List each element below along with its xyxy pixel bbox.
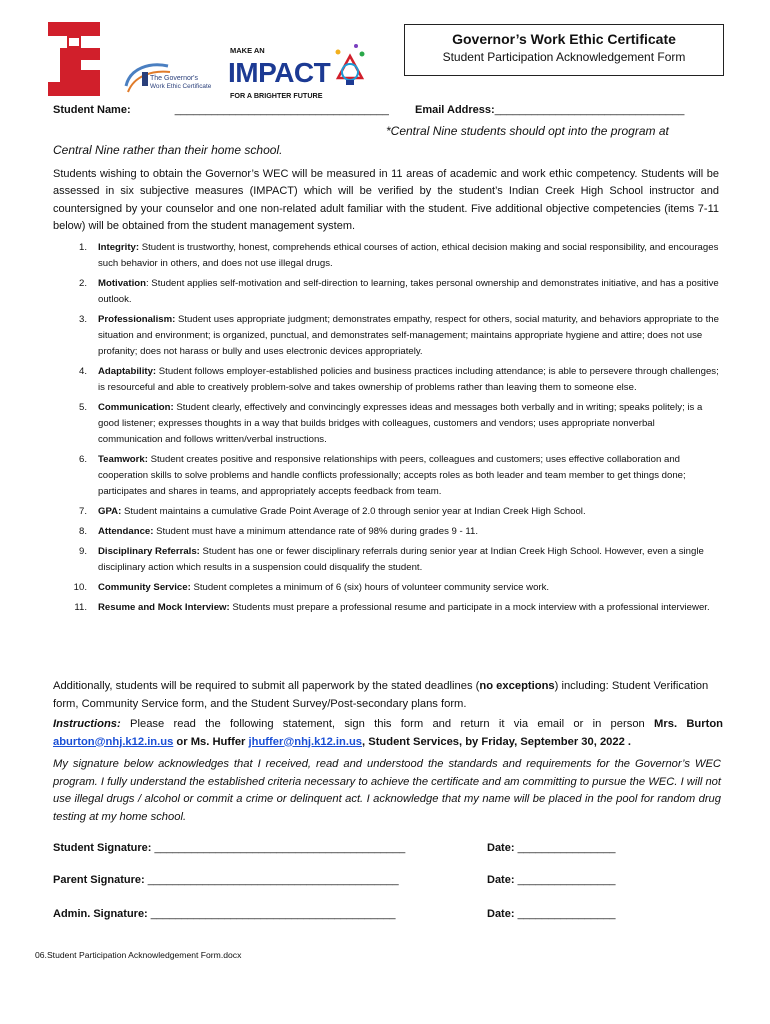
footer-filename: 06.Student Participation Acknowledgement Form.docx (35, 950, 242, 960)
student-fields-row (53, 104, 685, 116)
impact-bottom-text: FOR A BRIGHTER FUTURE (230, 91, 323, 100)
parent-signature-field[interactable]: _________________________________________ (147, 874, 399, 886)
criteria-body (98, 312, 719, 360)
criteria-number: 10. (73, 582, 87, 593)
criteria-text: Student maintains a cumulative Grade Point Average of 2.0 through senior year at Indian Creek High School. (121, 506, 586, 517)
criteria-text: Student creates positive and responsive relationships with peers, colleagues and customers; uses effective collaboration and cooperation skills to solve problems and handle conflicts professionally; accepts roles as both leader and team member to get things done; participates and shares in teams, and appropriately accepts feedback from team. (98, 454, 686, 497)
no-exceptions-text: no exceptions (479, 680, 555, 692)
criteria-text: Student clearly, effectively and convincingly expresses ideas and messages both verbally and in writing; speaks politely; is a good listener; expresses thoughts in a way that builds bridges with colleagues, customers and vendors; uses appropriate nonverbal communication and follows written/verbal instructions. (98, 402, 703, 445)
criteria-number: 9. (78, 546, 87, 557)
criteria-label: Professionalism: (98, 314, 176, 325)
criteria-body (98, 276, 719, 308)
burton-email-link[interactable]: aburton@nhj.k12.in.us (53, 735, 174, 748)
criteria-item (53, 400, 719, 448)
criteria-text: Student uses appropriate judgment; demonstrates empathy, respect for others, social maturity, and behaviors appropriate to the situation and environment; is organized, punctual, and demonstrates self-management; maintains appropriate hygiene and attire; does not use profanity; does not harass or bully and uses electronic devices appropriately. (98, 314, 719, 357)
criteria-label: Teamwork: (98, 454, 148, 465)
criteria-label: Disciplinary Referrals: (98, 546, 200, 557)
criteria-number: 3. (78, 314, 87, 325)
criteria-item (53, 312, 719, 360)
criteria-label: Resume and Mock Interview: (98, 602, 230, 613)
criteria-item (53, 240, 719, 272)
admin-date-field[interactable]: ________________ (517, 908, 616, 920)
admin-signature-field[interactable]: ________________________________________ (150, 908, 396, 920)
indian-creek-logo (46, 20, 102, 98)
criteria-text: Student follows employer-established policies and business practices including attendance; is able to persevere through challenges; is resourceful and able to creatively problem-solve and takes ownership of problems rather than leaving them to someone else. (98, 366, 719, 393)
criteria-item (53, 504, 719, 520)
criteria-label: Communication: (98, 402, 174, 413)
email-label: Email Address: (415, 104, 495, 116)
criteria-text: Student must have a minimum attendance rate of 98% during grades 9 - 11. (153, 526, 479, 537)
criteria-item (53, 580, 719, 596)
admin-date-row: Date: ________________ (487, 908, 616, 920)
governors-wec-logo (120, 58, 212, 102)
student-date-field[interactable]: ________________ (517, 842, 616, 854)
criteria-item (53, 276, 719, 308)
criteria-number: 8. (78, 526, 87, 537)
parent-date-row: Date: ________________ (487, 874, 616, 886)
criteria-body (98, 452, 719, 500)
criteria-number: 1. (78, 242, 87, 253)
intro-paragraph: Students wishing to obtain the Governor’s WEC will be measured in 11 areas of academic and work ethic competency. Students will be assessed in six subjective measures (IMPACT) which will be verified by the student’s Indian Creek High School instructor and countersigned by your counselor and one non-related adult familiar with the student. Five additional objective competencies (items 7-11 below) will be obtained from the student management system. (53, 168, 719, 232)
criteria-label: Attendance: (98, 526, 154, 537)
criteria-number: 4. (78, 366, 87, 377)
criteria-text: Student has one or fewer disciplinary referrals during senior year at Indian Creek High School. However, even a single disciplinary action which results in a suspension could disqualify the student. (98, 546, 704, 573)
criteria-number: 11. (74, 602, 87, 613)
criteria-text: Student completes a minimum of 6 (six) hours of volunteer community service work. (190, 582, 550, 593)
parent-signature-row: Parent Signature: _________________________________________ (53, 874, 399, 886)
criteria-label: Community Service: (98, 582, 191, 593)
criteria-number: 2. (78, 278, 87, 289)
instructions-paragraph: Instructions: Please read the following statement, sign this form and return it via email or in person Mrs. Burton aburton@nhj.k12.in.us or Ms. Huffer jhuffer@nhj.k12.in.us, Student Services, by Friday, September 30, 2022 . (53, 718, 723, 748)
criteria-item (53, 524, 719, 540)
contact1-name: Mrs. Burton (654, 718, 723, 730)
criteria-label: Integrity: (98, 242, 140, 253)
criteria-body (98, 504, 719, 520)
criteria-body (98, 524, 719, 540)
criteria-text: : Student applies self-motivation and self-direction to learning, takes personal ownership and demonstrates initiative, and has a positive outlook. (98, 278, 719, 305)
criteria-item (53, 452, 719, 500)
criteria-body (98, 580, 719, 596)
instructions-label: Instructions: (53, 718, 121, 730)
parent-date-field[interactable]: ________________ (517, 874, 616, 886)
criteria-number: 5. (78, 402, 87, 413)
criteria-body (98, 364, 719, 396)
central-nine-note-line1: *Central Nine students should opt into the program at (386, 124, 669, 138)
svg-text:Work Ethic Certificate: Work Ethic Certificate (150, 83, 212, 90)
impact-top-text: MAKE AN (230, 46, 265, 55)
student-name-field[interactable]: ___________________________________ (174, 104, 389, 116)
criteria-body (98, 544, 719, 576)
criteria-item (53, 364, 719, 396)
form-subtitle: Student Participation Acknowledgement Form (442, 50, 686, 64)
email-field[interactable]: _______________________________ (494, 104, 685, 116)
central-nine-note-line2: Central Nine rather than their home school. (53, 143, 283, 157)
criteria-label: Motivation (98, 278, 146, 289)
criteria-number: 6. (78, 454, 87, 465)
student-date-row: Date: ________________ (487, 842, 616, 854)
criteria-item (53, 544, 719, 576)
student-signature-field[interactable]: _________________________________________ (154, 842, 406, 854)
criteria-body (98, 600, 719, 616)
criteria-text: Students must prepare a professional resume and participate in a mock interview with a professional interviewer. (229, 602, 710, 613)
criteria-text: Student is trustworthy, honest, comprehends ethical courses of action, ethical decision making and social responsibility, and encourages such behavior in others, and does not use illegal drugs. (98, 242, 719, 269)
acknowledgement-statement: My signature below acknowledges that I received, read and understood the standards and requirements for the Governor’s WEC program. I fully understand the established criteria necessary to achieve the certificate and am committing to pursue the WEC. I will not use illegal drugs / alcohol or commit a crime or delinquent act. I acknowledge that my name will be placed in the pool for random drug testing at my home school. (53, 758, 721, 823)
huffer-email-link[interactable]: jhuffer@nhj.k12.in.us (248, 735, 363, 748)
criteria-label: GPA: (98, 506, 122, 517)
criteria-number: 7. (78, 506, 87, 517)
wec-logo-text: The Governor's (150, 75, 199, 82)
criteria-body (98, 400, 719, 448)
title-box (404, 24, 724, 76)
student-signature-row: Student Signature: _________________________________________ (53, 842, 406, 854)
additional-paragraph: Additionally, students will be required to submit all paperwork by the stated deadlines (no exceptions) including: Student Verification form, Community Service form, and the Student Survey/Post-secondary plans form. (53, 680, 709, 710)
student-name-label: Student Name: (53, 104, 131, 116)
criteria-item (53, 600, 719, 616)
form-title: Governor’s Work Ethic Certificate (452, 31, 676, 47)
admin-signature-row: Admin. Signature: ________________________________________ (53, 908, 396, 920)
make-an-impact-logo (228, 42, 368, 104)
impact-word: IMPACT (228, 57, 331, 88)
criteria-label: Adaptability: (98, 366, 157, 377)
criteria-list (53, 240, 719, 620)
criteria-body (98, 240, 719, 272)
